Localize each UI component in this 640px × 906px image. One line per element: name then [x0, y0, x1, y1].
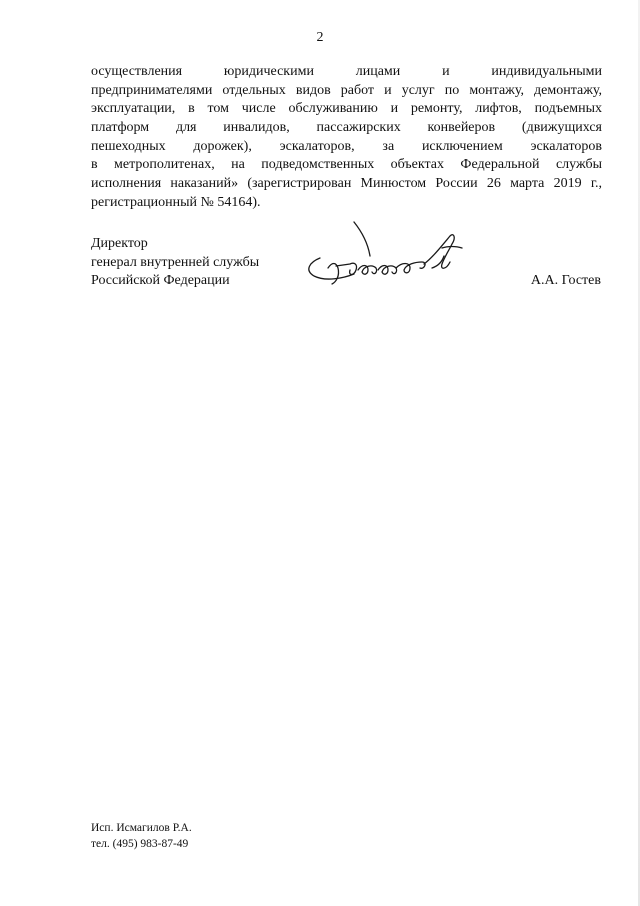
signer-name: А.А. Гостев	[530, 273, 601, 288]
position-organization: Российской Федерации	[91, 273, 230, 289]
body-paragraph	[91, 63, 602, 213]
page-number: 2	[316, 30, 324, 45]
body-line-3: эксплуатации, в том числе обслуживанию и ремонту, лифтов, подъемных	[91, 101, 602, 117]
executor-name: Исп. Исмагилов Р.А.	[91, 822, 192, 834]
body-line-6: в метрополитенах, на подведомственных объектах Федеральной службы	[91, 157, 602, 173]
body-line-1: осуществления юридическими лицами и индивидуальными	[91, 64, 602, 79]
body-line-5: пешеходных дорожек), эскалаторов, за исключением эскалаторов	[91, 138, 602, 154]
position-title: Директор	[91, 236, 148, 251]
body-line-4: платформ для инвалидов, пассажирских конвейеров (движущихся	[91, 120, 602, 136]
handwritten-signature	[292, 218, 482, 298]
body-line-7: исполнения наказаний» (зарегистрирован Минюстом России 26 марта 2019 г.,	[91, 176, 602, 192]
position-rank: генерал внутренней службы	[91, 254, 260, 270]
body-line-2: предпринимателями отдельных видов работ и услуг по монтажу, демонтажу,	[91, 82, 602, 98]
signer-position	[91, 235, 259, 291]
executor-info	[91, 820, 192, 852]
body-line-8: регистрационный № 54164).	[91, 194, 261, 210]
executor-phone: тел. (495) 983-87-49	[91, 838, 189, 850]
